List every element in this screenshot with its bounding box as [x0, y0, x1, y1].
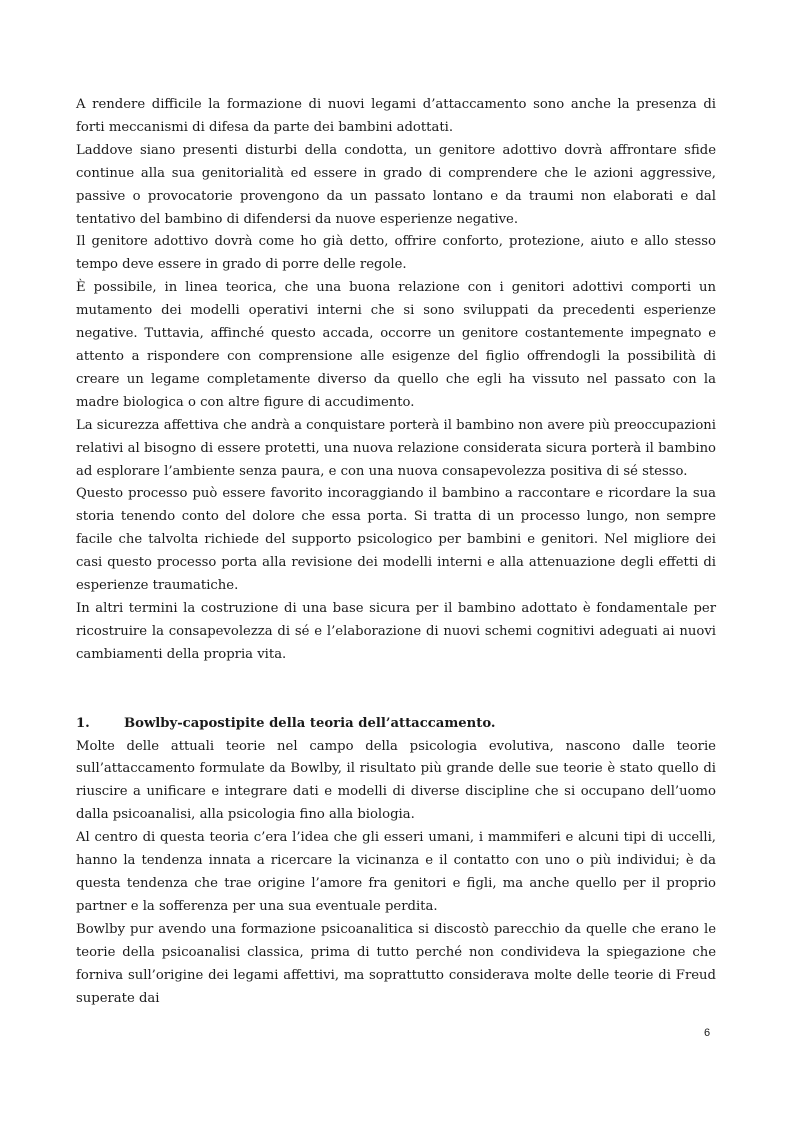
paragraph: È possibile, in linea teorica, che una buona relazione con i genitori adottivi comporti un mutamento dei modelli operativi interni che si sono sviluppati da precedenti esperienze negative. Tuttavia, affinché questo accada, occorre un genitore costantemente impegnato e attento a rispondere con comprensione alle esigenze del figlio offrendogli la possibilità di creare un legame completamente diverso da quello che egli ha vissuto nel passato con la madre biologica o con altre figure di accudimento.	[76, 280, 716, 410]
paragraph: A rendere difficile la formazione di nuovi legami d’attaccamento sono anche la presenza di forti meccanismi di difesa da parte dei bambini adottati.	[76, 97, 716, 135]
section-title: Bowlby-capostipite della teoria dell’attaccamento.	[124, 715, 496, 731]
page-body	[76, 94, 716, 1010]
paragraph: Molte delle attuali teorie nel campo della psicologia evolutiva, nascono dalle teorie sull’attaccamento formulate da Bowlby, il risultato più grande delle sue teorie è stato quello di riuscire a unificare e integrare dati e modelli di diverse discipline che si occupano dell’uomo dalla psicoanalisi, alla psicologia fino alla biologia.	[76, 738, 716, 823]
paragraph: Bowlby pur avendo una formazione psicoanalitica si discostò parecchio da quelle che erano le teorie della psicoanalisi classica, prima di tutto perché non condivideva la spiegazione che forniva sull’origine dei legami affettivi, ma soprattutto considerava molte delle teorie di Freud superate dai	[76, 921, 716, 1006]
paragraph: Il genitore adottivo dovrà come ho già detto, offrire conforto, protezione, aiuto e allo stesso tempo deve essere in grado di porre delle regole.	[76, 234, 716, 273]
section-heading	[76, 713, 716, 736]
page-number: 6	[704, 1027, 711, 1039]
paragraph: Laddove siano presenti disturbi della condotta, un genitore adottivo dovrà affrontare sfide continue alla sua genitorialità ed essere in grado di comprendere che le azioni aggressive, passive o provocatorie provengono da un passato lontano e da traumi non elaborati e dal tentativo del bambino di difendersi da nuove esperienze negative.	[76, 142, 716, 227]
section-number: 1.	[76, 715, 90, 731]
section-spacer	[76, 667, 716, 713]
paragraph: La sicurezza affettiva che andrà a conquistare porterà il bambino non avere più preoccupazioni relativi al bisogno di essere protetti, una nuova relazione considerata sicura porterà il bambino ad esplorare l’ambiente senza paura, e con una nuova consapevolezza positiva di sé stesso.	[76, 417, 716, 479]
paragraph: Al centro di questa teoria c’era l’idea che gli esseri umani, i mammiferi e alcuni tipi di uccelli, hanno la tendenza innata a ricercare la vicinanza e il contatto con uno o più individui; è da questa tendenza che trae origine l’amore fra genitori e figli, ma anche quello per il proprio partner e la sofferenza per una sua eventuale perdita.	[76, 830, 716, 914]
paragraph: Questo processo può essere favorito incoraggiando il bambino a raccontare e ricordare la sua storia tenendo conto del dolore che essa porta. Si tratta di un processo lungo, non sempre facile che talvolta richiede del supporto psicologico per bambini e genitori. Nel migliore dei casi questo processo porta alla revisione dei modelli interni e alla attenuazione degli effetti di esperienze traumatiche.	[76, 486, 716, 594]
paragraph: In altri termini la costruzione di una base sicura per il bambino adottato è fondamentale per ricostruire la consapevolezza di sé e l’elaborazione di nuovi schemi cognitivi adeguati ai nuovi cambiamenti della propria vita.	[76, 600, 716, 662]
